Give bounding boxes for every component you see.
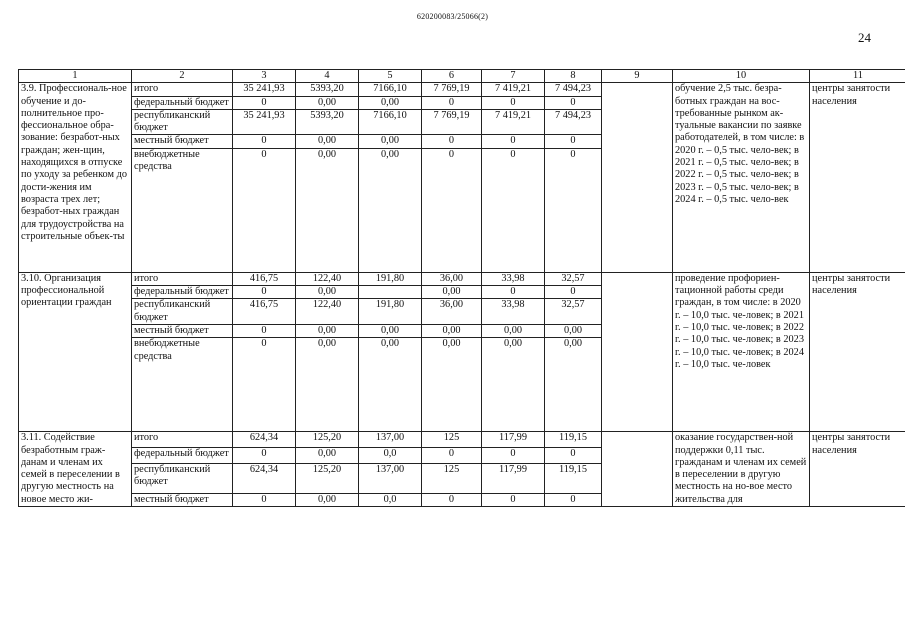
amount-cell: 122,40 xyxy=(296,272,359,285)
amount-cell: 35 241,93 xyxy=(233,109,296,135)
amount-cell: 0,00 xyxy=(296,286,359,299)
amount-cell: 0,00 xyxy=(296,324,359,337)
amount-cell: 0 xyxy=(233,286,296,299)
amount-cell: 7166,10 xyxy=(359,83,422,96)
column-number: 7 xyxy=(482,70,545,83)
expected-result: проведение профориен-тационной работы среди граждан, в том числе: в 2020 г. – 10,0 тыс. че-ловек; в 2021 г. – 10,0 тыс. че-ловек; в 2022 г. – 10,0 тыс. че-ловек; в 2023 г. – 10,0 тыс. че-ловек; в 2024 г. – 10,0 тыс. че-ловек xyxy=(673,272,810,431)
amount-cell: 117,99 xyxy=(482,432,545,448)
amount-cell: 191,80 xyxy=(359,272,422,285)
amount-cell: 35 241,93 xyxy=(233,83,296,96)
amount-cell: 0 xyxy=(545,148,602,272)
table-row xyxy=(19,272,905,285)
amount-cell: 0 xyxy=(233,338,296,432)
amount-cell: 0,00 xyxy=(422,286,482,299)
funding-source: республиканский бюджет xyxy=(132,109,233,135)
amount-cell: 0,00 xyxy=(296,135,359,148)
executor: центры занятости населения xyxy=(810,83,905,272)
amount-cell: 0,00 xyxy=(359,135,422,148)
amount-cell: 7 419,21 xyxy=(482,109,545,135)
measure-name: 3.9. Профессиональ-ное обучение и до-полнительное про-фессиональное обра-зование: безработ-ных граждан; жен-щин, находящихся в отпуске по уходу за ребенком до дости-жения им возраста трех лет; безработ-ных граждан для трудоустройства на строительные объек-ты xyxy=(19,83,132,272)
amount-cell: 7 769,19 xyxy=(422,83,482,96)
amount-cell: 0,00 xyxy=(482,338,545,432)
amount-cell: 0,00 xyxy=(296,338,359,432)
amount-cell: 0 xyxy=(482,286,545,299)
program-table xyxy=(18,69,905,507)
amount-cell: 125 xyxy=(422,463,482,493)
executor: центры занятости населения xyxy=(810,272,905,431)
column-number: 4 xyxy=(296,70,359,83)
amount-cell: 117,99 xyxy=(482,463,545,493)
amount-cell: 33,98 xyxy=(482,272,545,285)
amount-cell: 0 xyxy=(482,96,545,109)
column-number: 1 xyxy=(19,70,132,83)
amount-cell: 0 xyxy=(422,447,482,463)
amount-cell: 33,98 xyxy=(482,299,545,325)
amount-cell: 125,20 xyxy=(296,432,359,448)
funding-source: итого xyxy=(132,432,233,448)
column-number: 11 xyxy=(810,70,905,83)
funding-source: местный бюджет xyxy=(132,493,233,506)
funding-source: республиканский бюджет xyxy=(132,299,233,325)
funding-source: федеральный бюджет xyxy=(132,286,233,299)
funding-source: местный бюджет xyxy=(132,135,233,148)
amount-cell: 0 xyxy=(233,96,296,109)
amount-cell: 0 xyxy=(233,447,296,463)
funding-source: федеральный бюджет xyxy=(132,447,233,463)
amount-cell: 0 xyxy=(482,447,545,463)
amount-cell: 624,34 xyxy=(233,432,296,448)
amount-cell: 7166,10 xyxy=(359,109,422,135)
amount-cell: 0 xyxy=(545,96,602,109)
amount-cell: 122,40 xyxy=(296,299,359,325)
empty-cell xyxy=(602,83,673,272)
amount-cell: 5393,20 xyxy=(296,83,359,96)
amount-cell: 32,57 xyxy=(545,272,602,285)
amount-cell: 416,75 xyxy=(233,272,296,285)
amount-cell xyxy=(359,286,422,299)
page-number: 24 xyxy=(858,30,871,45)
column-number: 8 xyxy=(545,70,602,83)
amount-cell: 0 xyxy=(233,324,296,337)
amount-cell: 36,00 xyxy=(422,299,482,325)
amount-cell: 0 xyxy=(482,148,545,272)
amount-cell: 7 494,23 xyxy=(545,83,602,96)
funding-source: итого xyxy=(132,83,233,96)
amount-cell: 0,00 xyxy=(359,148,422,272)
amount-cell: 0,00 xyxy=(422,338,482,432)
document-id: 620200083/25066(2) xyxy=(416,12,489,21)
funding-source: республиканский бюджет xyxy=(132,463,233,493)
amount-cell: 0 xyxy=(233,135,296,148)
amount-cell: 0 xyxy=(545,135,602,148)
amount-cell: 32,57 xyxy=(545,299,602,325)
funding-source: федеральный бюджет xyxy=(132,96,233,109)
funding-source: внебюджетные средства xyxy=(132,338,233,432)
measure-name: 3.11. Содействие безработным граж-данам и членам их семей в переселении в другую местность на новое место жи- xyxy=(19,432,132,507)
empty-cell xyxy=(602,432,673,507)
amount-cell: 416,75 xyxy=(233,299,296,325)
amount-cell: 0 xyxy=(482,493,545,506)
amount-cell: 137,00 xyxy=(359,463,422,493)
table-row xyxy=(19,432,905,448)
amount-cell: 125,20 xyxy=(296,463,359,493)
amount-cell: 0,00 xyxy=(296,493,359,506)
amount-cell: 7 769,19 xyxy=(422,109,482,135)
amount-cell: 119,15 xyxy=(545,432,602,448)
amount-cell: 119,15 xyxy=(545,463,602,493)
amount-cell: 0,00 xyxy=(545,338,602,432)
amount-cell: 0,00 xyxy=(296,96,359,109)
amount-cell: 0 xyxy=(422,96,482,109)
amount-cell: 7 494,23 xyxy=(545,109,602,135)
funding-source: местный бюджет xyxy=(132,324,233,337)
amount-cell: 0 xyxy=(233,148,296,272)
amount-cell: 0 xyxy=(545,493,602,506)
amount-cell: 0,00 xyxy=(296,148,359,272)
measure-name: 3.10. Организация профессиональной ориентации граждан xyxy=(19,272,132,431)
amount-cell: 0 xyxy=(422,148,482,272)
amount-cell: 0,00 xyxy=(359,324,422,337)
column-number: 10 xyxy=(673,70,810,83)
amount-cell: 0,00 xyxy=(482,324,545,337)
amount-cell: 0,00 xyxy=(545,324,602,337)
column-number: 9 xyxy=(602,70,673,83)
amount-cell: 0,00 xyxy=(359,96,422,109)
amount-cell: 36,00 xyxy=(422,272,482,285)
column-number: 2 xyxy=(132,70,233,83)
amount-cell: 0 xyxy=(545,286,602,299)
executor: центры занятости населения xyxy=(810,432,905,507)
amount-cell: 624,34 xyxy=(233,463,296,493)
amount-cell: 0 xyxy=(545,447,602,463)
empty-cell xyxy=(602,272,673,431)
column-number: 5 xyxy=(359,70,422,83)
amount-cell: 125 xyxy=(422,432,482,448)
funding-source: внебюджетные средства xyxy=(132,148,233,272)
amount-cell: 0 xyxy=(233,493,296,506)
amount-cell: 0 xyxy=(482,135,545,148)
amount-cell: 0 xyxy=(422,493,482,506)
amount-cell: 7 419,21 xyxy=(482,83,545,96)
amount-cell: 5393,20 xyxy=(296,109,359,135)
amount-cell: 0,00 xyxy=(422,324,482,337)
amount-cell: 0,00 xyxy=(359,338,422,432)
amount-cell: 0,00 xyxy=(296,447,359,463)
amount-cell: 137,00 xyxy=(359,432,422,448)
amount-cell: 0,0 xyxy=(359,493,422,506)
column-number: 3 xyxy=(233,70,296,83)
expected-result: оказание государствен-ной поддержки 0,11 тыс. гражданам и членам их семей в переселении в другую местность на но-вое место жительства для xyxy=(673,432,810,507)
table-row xyxy=(19,83,905,96)
funding-source: итого xyxy=(132,272,233,285)
amount-cell: 0 xyxy=(422,135,482,148)
column-number: 6 xyxy=(422,70,482,83)
column-number-row xyxy=(19,70,905,83)
amount-cell: 0,0 xyxy=(359,447,422,463)
expected-result: обучение 2,5 тыс. безра-ботных граждан на вос-требованные рынком ак-туальные вакансии по заявке работодателей, в том числе: в 2020 г. – 0,5 тыс. чело-век; в 2021 г. – 0,5 тыс. чело-век; в 2022 г. – 0,5 тыс. чело-век; в 2023 г. – 0,5 тыс. чело-век; в 2024 г. – 0,5 тыс. чело-век xyxy=(673,83,810,272)
amount-cell: 191,80 xyxy=(359,299,422,325)
